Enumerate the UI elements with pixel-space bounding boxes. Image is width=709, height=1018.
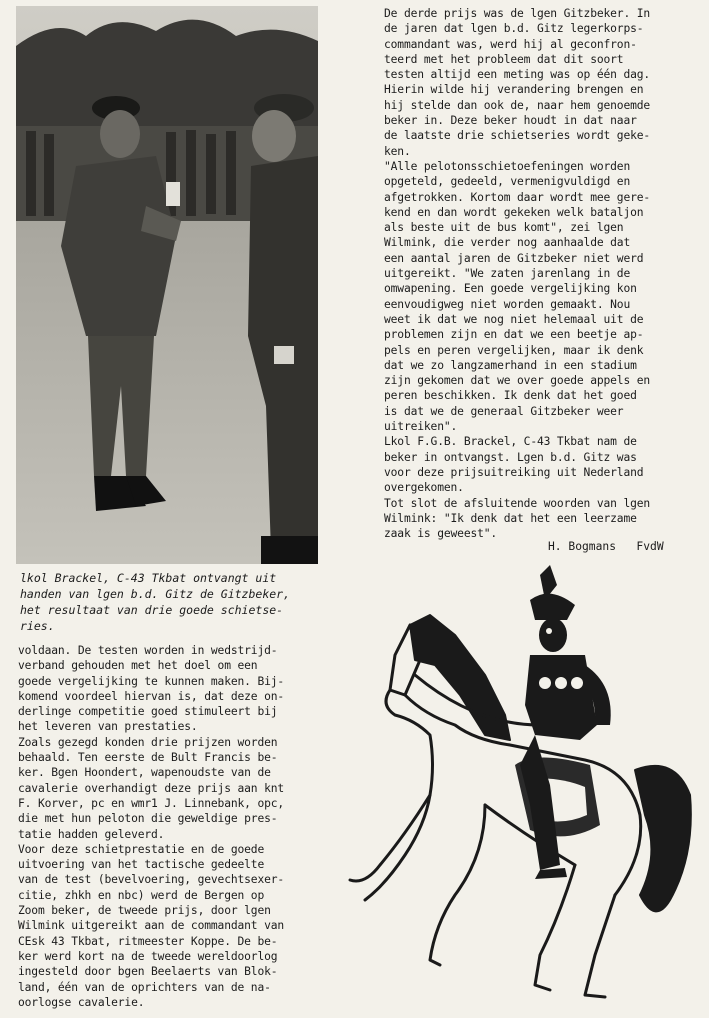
article-text-left-column: voldaan. De testen worden in wedstrijd- verband gehouden met het doel om een goede vergelijking te kunnen maken. Bij- komend voordeel hiervan is, dat deze on- derlinge competitie goed stimuleert bij het leveren van prestaties. Zoals gezegd konden drie prijzen worden behaald. Ten eerste de Bult Francis be- ker. Bgen Hoondert, wapenoudste van de cavalerie overhandigt deze prijs aan knt F. Korver, pc en wmr1 J. Linnebank, opc, die met hun peloton die geweldige pres- tatie hadden geleverd. Voor deze schietprestatie en de goede uitvoering van het tactische gedeelte van de test (bevelvoering, gevechtsexer- citie, zhkh en nbc) werd de Bergen op Zoom beker, de tweede prijs, door lgen Wilmink uitgereikt aan de commandant van CEsk 43 Tkbat, ritmeester Koppe. De be- ker werd kort na de tweede wereldoorlog ingesteld door bgen Beelaerts van Blok- land, één van de oprichters van de na- oorlogse cavalerie. xyxy=(18,644,285,1009)
photo-caption: lkol Brackel, C-43 Tkbat ontvangt uit handen van lgen b.d. Gitz de Gitzbeker, het resultaat van drie goede schietse- ries. xyxy=(20,571,291,633)
article-photo xyxy=(16,6,318,564)
article-text-right-column: De derde prijs was de lgen Gitzbeker. In de jaren dat lgen b.d. Gitz legerkorps- commandant was, werd hij al geconfron- teerd met het probleem dat dit soort testen altijd een meting was op één dag. Hierin wilde hij verandering brengen en hij stelde dan ook de, naar hem genoemde beker in. Deze beker houdt in dat naar de laatste drie schietseries wordt geke- ken. "Alle pelotonsschietoefeningen worden opgeteld, gedeeld, vermenigvuldigd en afgetrokken. Kortom daar wordt mee gere- kend en dan wordt gekeken welk bataljon als beste uit de bus komt", zei lgen Wilmink, die verder nog aanhaalde dat een aantal jaren de Gitzbeker niet werd uitgereikt. "We zaten jarenlang in de omwapening. Een goede vergelijking kon eenvoudigweg niet worden gemaakt. Nou weet ik dat we nog niet helemaal uit de problemen zijn en dat we een beetje ap- pels en peren vergelijken, maar ik denk dat we zo langzamerhand in een stadium zijn gekomen dat we over goede appels en peren beschikken. Ik denk dat het goed is dat we de generaal Gitzbeker weer uitreiken". Lkol F.G.B. Brackel, C-43 Tkbat nam de beker in ontvangst. Lgen b.d. Gitz was voor deze prijsuitreiking uit Nederland overgekomen. Tot slot de afsluitende woorden van lgen Wilmink: "Ik denk dat het een leerzame zaak is geweest". xyxy=(384,7,651,541)
cavalry-rider-illustration-icon xyxy=(335,565,705,1010)
photo-two-officers-icon xyxy=(16,6,318,564)
author-signature: H. Bogmans FvdW xyxy=(548,540,664,553)
